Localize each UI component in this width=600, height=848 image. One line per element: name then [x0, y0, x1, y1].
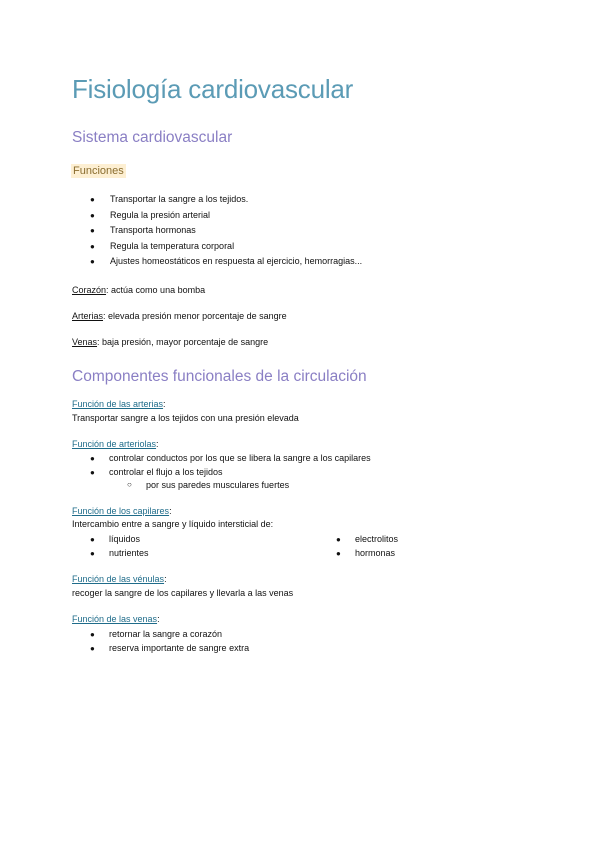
- capilares-function-heading: Función de los capilares:: [72, 506, 172, 516]
- list-item: ● Regula la presión arterial: [90, 208, 362, 224]
- capilares-list-left: [90, 533, 149, 560]
- bullet-icon: ●: [90, 643, 95, 653]
- list-item: ○ por sus paredes musculares fuertes: [127, 480, 290, 490]
- section-heading-componentes: Componentes funcionales de la circulación: [72, 368, 367, 385]
- venas-line: Venas: baja presión, mayor porcentaje de sangre: [72, 337, 269, 347]
- list-item: ● controlar el flujo a los tejidos: [90, 466, 371, 480]
- capilares-function-text: Intercambio entre a sangre y líquido intersticial de:: [72, 519, 274, 529]
- bullet-icon: ●: [90, 548, 95, 558]
- capilares-list-right: [336, 533, 398, 560]
- bullet-icon: ●: [336, 548, 341, 558]
- list-item: ● Transportar la sangre a los tejidos.: [90, 192, 362, 208]
- bullet-icon: ●: [90, 257, 95, 266]
- arteriolas-list: [90, 452, 371, 479]
- venas-list: [90, 628, 249, 655]
- bullet-icon: ●: [90, 241, 95, 251]
- funciones-list: [90, 192, 362, 270]
- arteriolas-function-heading: Función de arteriolas:: [72, 439, 159, 449]
- bullet-icon: ●: [90, 467, 95, 477]
- list-item: ● Ajustes homeostáticos en respuesta al ejercicio, hemorragias...: [90, 254, 362, 270]
- list-item: ● líquidos: [90, 533, 149, 547]
- bullet-icon: ●: [90, 454, 95, 463]
- venulas-function-text: recoger la sangre de los capilares y llevarla a las venas: [72, 588, 294, 598]
- arteriolas-sublist: [127, 479, 289, 493]
- bullet-icon: ●: [90, 226, 95, 235]
- arterias-term: Arterias: [72, 311, 104, 321]
- list-item: ● nutrientes: [90, 547, 149, 561]
- list-item: ● electrolitos: [336, 533, 398, 547]
- corazon-term: Corazón: [72, 285, 107, 295]
- list-item: ● controlar conductos por los que se libera la sangre a los capilares: [90, 452, 371, 466]
- arterias-function-heading: Función de las arterias:: [72, 399, 166, 409]
- arterias-line: Arterias: elevada presión menor porcentaje de sangre: [72, 311, 287, 321]
- circle-bullet-icon: ○: [127, 480, 132, 489]
- bullet-icon: ●: [90, 630, 95, 639]
- list-item: ● retornar la sangre a corazón: [90, 628, 249, 642]
- arterias-function-text: Transportar sangre a los tejidos con una presión elevada: [72, 413, 299, 423]
- corazon-line: Corazón: actúa como una bomba: [72, 285, 206, 295]
- list-item: ● Transporta hormonas: [90, 223, 362, 239]
- venas-term: Venas: [72, 337, 98, 347]
- bullet-icon: ●: [90, 535, 95, 544]
- list-item: ● Regula la temperatura corporal: [90, 239, 362, 255]
- page-title: Fisiología cardiovascular: [72, 74, 354, 104]
- venulas-function-heading: Función de las vénulas:: [72, 574, 167, 584]
- venas-function-heading: Función de las venas:: [72, 614, 160, 624]
- section-heading-sistema: Sistema cardiovascular: [72, 129, 233, 146]
- list-item: ● hormonas: [336, 547, 398, 561]
- list-item: ● reserva importante de sangre extra: [90, 642, 249, 656]
- bullet-icon: ●: [90, 195, 95, 204]
- bullet-icon: ●: [90, 210, 95, 220]
- bullet-icon: ●: [336, 535, 341, 544]
- funciones-label: Funciones: [73, 165, 124, 177]
